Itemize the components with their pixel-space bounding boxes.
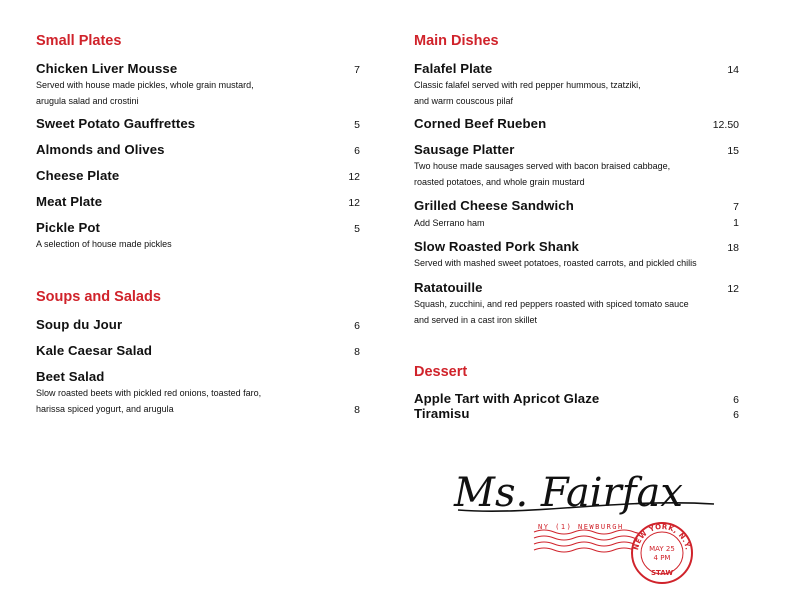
item-name: Sweet Potato Gauffrettes: [36, 116, 196, 131]
menu-item: [36, 116, 360, 132]
item-description: Served with mashed sweet potatoes, roasted carrots, and pickled chilis: [414, 258, 697, 268]
section-title-dessert: Dessert: [414, 364, 468, 380]
item-name: Ratatouille: [414, 280, 483, 295]
item-name: Soup du Jour: [36, 317, 123, 332]
menu-item: [414, 392, 739, 406]
item-addon: Add Serrano ham 1: [414, 217, 739, 229]
item-name: Cheese Plate: [36, 168, 120, 183]
menu-item: [36, 194, 360, 210]
item-name: Kale Caesar Salad: [36, 343, 153, 358]
item-price: 6: [733, 394, 739, 406]
item-price: 7: [354, 64, 360, 76]
item-name: Beet Salad: [36, 369, 105, 384]
item-price: 12: [348, 197, 360, 209]
item-price: 8: [354, 346, 360, 358]
stamp-ring-text: NEW YORK, N.Y.: [632, 522, 692, 551]
menu-item: [414, 142, 739, 190]
item-price: 14: [727, 64, 739, 76]
postmark-stamp: [632, 523, 692, 583]
menu-item: [414, 407, 739, 421]
item-price: 6: [354, 145, 360, 157]
menu-item: [36, 343, 360, 359]
item-description: Slow roasted beets with pickled red onions, toasted faro, harissa spiced yogurt, and arugula 8: [36, 388, 360, 416]
item-price: 12: [727, 283, 739, 295]
ms-fairfax-logo: [452, 458, 722, 588]
item-description: Two house made sausages served with bacon braised cabbage, roasted potatoes, and whole grain mustard: [414, 161, 671, 187]
item-description: A selection of house made pickles: [36, 239, 172, 249]
item-price: 8: [354, 404, 360, 416]
logo-wordmark: Ms. Fairfax: [454, 470, 683, 516]
item-price: 5: [354, 119, 360, 131]
item-name: Tiramisu: [414, 406, 470, 421]
menu-item: [414, 239, 739, 271]
item-name: Sausage Platter: [414, 142, 515, 157]
item-description: Served with house made pickles, whole grain mustard, arugula salad and crostini: [36, 80, 254, 106]
menu-item: [36, 142, 360, 158]
item-price: 5: [354, 223, 360, 235]
item-name: Pickle Pot: [36, 220, 101, 235]
stamp-date: MAY 25: [649, 545, 675, 553]
item-name: Slow Roasted Pork Shank: [414, 239, 579, 254]
item-name: Apple Tart with Apricot Glaze: [414, 391, 600, 406]
menu-item: [414, 116, 739, 132]
item-name: Chicken Liver Mousse: [36, 61, 178, 76]
menu-item: [36, 369, 360, 417]
menu-item: [414, 198, 739, 230]
item-name: Falafel Plate: [414, 61, 493, 76]
item-name: Meat Plate: [36, 194, 103, 209]
item-price: 12: [348, 171, 360, 183]
menu-item: [36, 61, 360, 109]
section-title-main-dishes: Main Dishes: [414, 33, 499, 49]
item-name: Grilled Cheese Sandwich: [414, 198, 574, 213]
menu-item: [36, 220, 360, 252]
item-name: Almonds and Olives: [36, 142, 165, 157]
item-price: 6: [733, 409, 739, 421]
menu-item: [414, 61, 739, 109]
menu-item: [36, 317, 360, 333]
item-description: Classic falafel served with red pepper hummous, tzatziki, and warm couscous pilaf: [414, 80, 641, 106]
item-price: 15: [727, 145, 739, 157]
item-price: 18: [727, 242, 739, 254]
section-title-small-plates: Small Plates: [36, 33, 122, 49]
section-title-soups-salads: Soups and Salads: [36, 289, 161, 305]
menu-item: [36, 168, 360, 184]
addon-price: 1: [733, 217, 739, 229]
stamp-bottom: STAW: [650, 569, 674, 577]
postmark-line-text: NY (1) NEWBURGH: [538, 523, 624, 531]
item-price: 7: [733, 201, 739, 213]
menu-item: [414, 280, 739, 328]
item-price: 12.50: [712, 119, 739, 131]
stamp-time: 4 PM: [653, 554, 671, 562]
item-price: 6: [354, 320, 360, 332]
item-description: Squash, zucchini, and red peppers roasted with spiced tomato sauce and served in a cast iron skillet: [414, 299, 689, 325]
item-name: Corned Beef Rueben: [414, 116, 547, 131]
